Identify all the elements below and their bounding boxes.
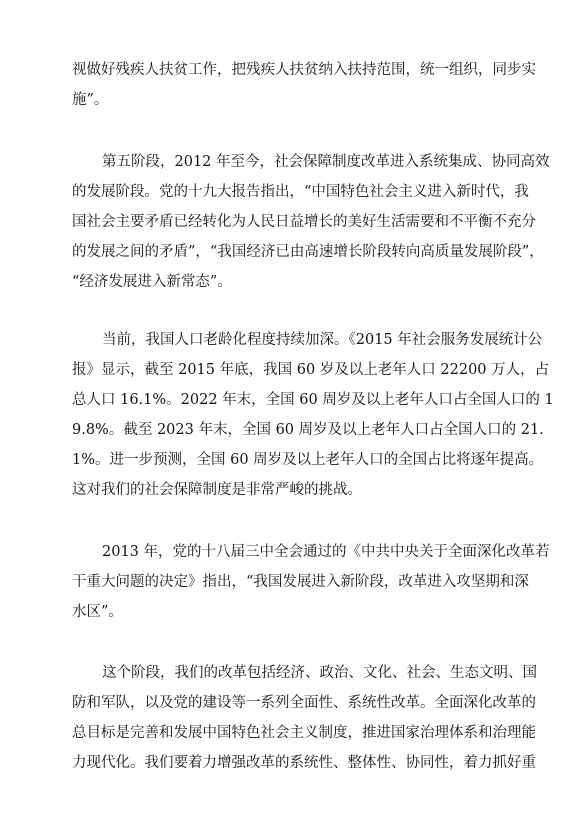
- paragraph-line: 1%。进一步预测，全国 60 周岁及以上老年人口的全国占比将逐年提高。: [72, 452, 544, 468]
- paragraph-line: 施”。: [72, 92, 109, 108]
- paragraph-line: 当前，我国人口老龄化程度持续加深。《2015 年社会服务发展统计公: [102, 332, 543, 348]
- paragraph-line: 力现代化。我们要着力增强改革的系统性、整体性、协同性，着力抓好重: [72, 755, 536, 771]
- paragraph-line: 视做好残疾人扶贫工作，把残疾人扶贫纳入扶持范围，统一组织，同步实: [72, 62, 536, 78]
- paragraph-line: 这对我们的社会保障制度是非常严峻的挑战。: [72, 482, 362, 498]
- paragraph-2: [72, 147, 550, 297]
- paragraph-line: 的发展阶段。党的十九大报告指出，“中国特色社会主义进入新时代，我: [72, 184, 529, 200]
- paragraph-5: [72, 658, 537, 778]
- paragraph-line: “经济发展进入新常态”。: [72, 274, 232, 290]
- paragraph-3: [72, 325, 554, 505]
- paragraph-line: 的发展之间的矛盾”，“我国经济已由高速增长阶段转向高质量发展阶段”，: [72, 244, 544, 260]
- paragraph-line: 水区”。: [72, 604, 123, 620]
- paragraph-line: 总目标是完善和发展中国特色社会主义制度，推进国家治理体系和治理能: [72, 725, 536, 741]
- paragraph-1: [72, 55, 536, 115]
- paragraph-line: 防和军队，以及党的建设等一系列全面性、系统性改革。全面深化改革的: [72, 695, 536, 711]
- paragraph-line: 这个阶段，我们的改革包括经济、政治、文化、社会、生态文明、国: [102, 665, 537, 681]
- paragraph-line: 国社会主要矛盾已经转化为人民日益增长的美好生活需要和不平衡不充分: [72, 214, 536, 230]
- paragraph-4: [72, 537, 550, 627]
- paragraph-line: 总人口 16.1%。2022 年末，全国 60 周岁及以上老年人口占全国人口的 1: [72, 392, 554, 408]
- paragraph-line: 第五阶段，2012 年至今，社会保障制度改革进入系统集成、协同高效: [102, 154, 550, 170]
- paragraph-line: 2013 年，党的十八届三中全会通过的《中共中央关于全面深化改革若: [102, 544, 550, 560]
- paragraph-line: 9.8%。截至 2023 年末，全国 60 周岁及以上老年人口占全国人口的 21.: [72, 422, 544, 438]
- paragraph-line: 干重大问题的决定》指出，“我国发展进入新阶段，改革进入攻坚期和深: [72, 574, 529, 590]
- paragraph-line: 报》显示，截至 2015 年底，我国 60 岁及以上老年人口 22200 万人，占: [72, 362, 550, 378]
